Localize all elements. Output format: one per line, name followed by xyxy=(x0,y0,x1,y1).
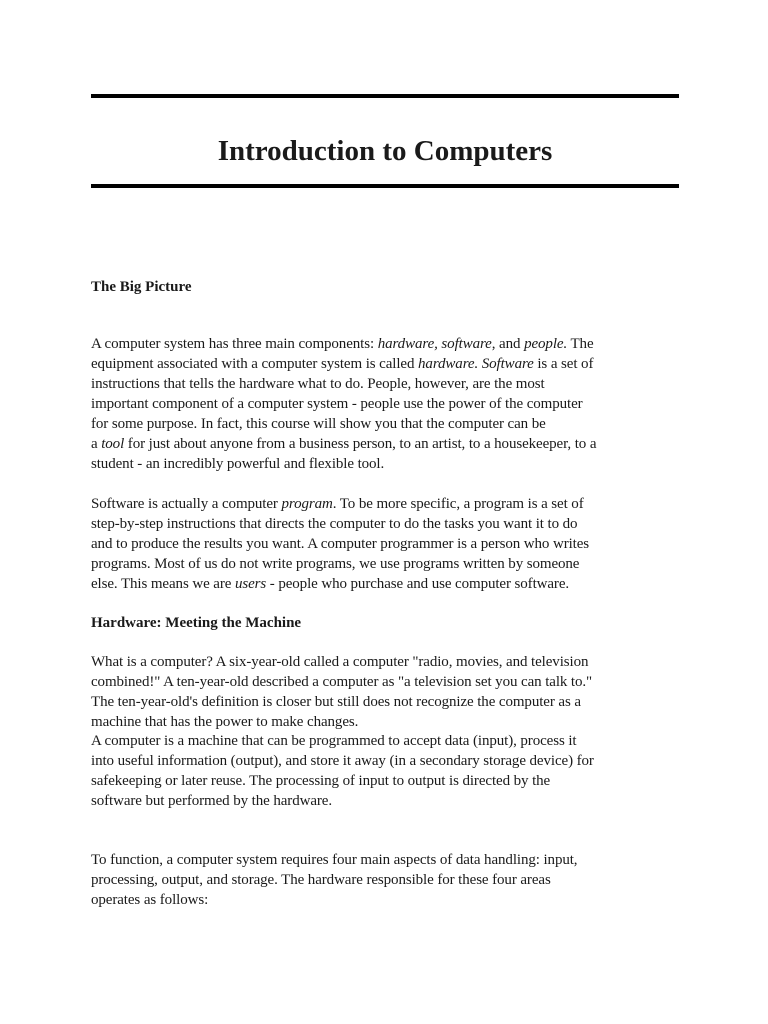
text-line: A computer system has three main components: hardware, software, and people. The xyxy=(91,336,594,352)
text-line: else. This means we are users - people who purchase and use computer software. xyxy=(91,576,570,592)
text-line: processing, output, and storage. The hardware responsible for these four areas xyxy=(91,872,551,888)
text-line: safekeeping or later reuse. The processing of input to output is directed by the xyxy=(91,773,551,789)
text-line: and to produce the results you want. A computer programmer is a person who writes xyxy=(91,536,590,552)
text-line: machine that has the power to make changes. xyxy=(91,714,359,730)
paragraph-software-program xyxy=(91,494,679,594)
text-line: A computer is a machine that can be programmed to accept data (input), process it xyxy=(91,733,577,749)
text-line: important component of a computer system - people use the power of the computer xyxy=(91,396,583,412)
page-title: Introduction to Computers xyxy=(217,135,553,167)
section-heading-big-picture: The Big Picture xyxy=(91,279,192,295)
text-line: Software is actually a computer program. To be more specific, a program is a set of xyxy=(91,496,584,512)
text-line: What is a computer? A six-year-old called a computer "radio, movies, and television xyxy=(91,654,589,670)
paragraph-computer-machine xyxy=(91,731,679,811)
text-line: The ten-year-old's definition is closer but still does not recognize the computer as a xyxy=(91,694,581,710)
title-bottom-rule xyxy=(91,184,679,188)
text-line: student - an incredibly powerful and flexible tool. xyxy=(91,456,385,472)
text-line: operates as follows: xyxy=(91,892,209,908)
text-line: for some purpose. In fact, this course will show you that the computer can be xyxy=(91,416,546,432)
paragraph-data-handling xyxy=(91,850,679,910)
text-line: programs. Most of us do not write programs, we use programs written by someone xyxy=(91,556,580,572)
text-line: equipment associated with a computer system is called hardware. Software is a set of xyxy=(91,356,594,372)
text-line: instructions that tells the hardware what to do. People, however, are the most xyxy=(91,376,545,392)
text-line: combined!" A ten-year-old described a computer as "a television set you can talk to." xyxy=(91,674,593,690)
section-heading-hardware: Hardware: Meeting the Machine xyxy=(91,615,302,631)
text-line: a tool for just about anyone from a business person, to an artist, to a housekeeper, to a xyxy=(91,436,597,452)
document-page xyxy=(91,94,679,908)
text-line: software but performed by the hardware. xyxy=(91,793,333,809)
paragraph-what-is-computer xyxy=(91,652,679,732)
text-line: into useful information (output), and store it away (in a secondary storage device) for xyxy=(91,753,594,769)
text-line: step-by-step instructions that directs the computer to do the tasks you want it to do xyxy=(91,516,578,532)
paragraph-components xyxy=(91,334,679,474)
text-line: To function, a computer system requires four main aspects of data handling: input, xyxy=(91,852,578,868)
